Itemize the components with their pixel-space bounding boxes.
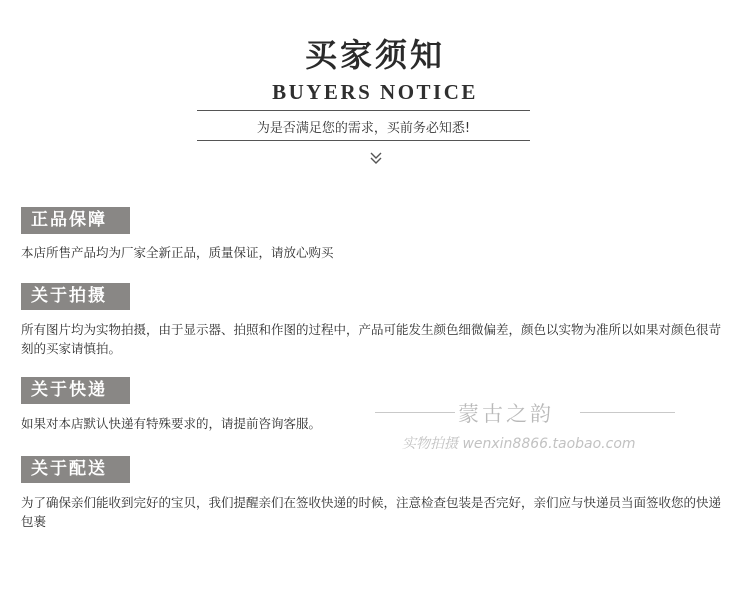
section-text-photography: 所有图片均为实物拍摄，由于显示器、拍照和作图的过程中，产品可能发生颜色细微偏差，颜色以实物为准所以如果对颜色很苛刻的买家请慎拍。 xyxy=(21,322,722,356)
page-title-en: BUYERS NOTICE xyxy=(272,80,478,104)
section-text-delivery: 为了确保亲们能收到完好的宝贝，我们提醒亲们在签收快递的时候，注意检查包装是否完好，亲们应与快递员当面签收您的快递包裹 xyxy=(21,495,722,529)
section-badge-express: 关于快递 xyxy=(21,377,130,404)
chevron-double-down-icon xyxy=(367,150,385,168)
divider-top xyxy=(197,110,530,111)
section-badge-authentic: 正品保障 xyxy=(21,207,130,234)
page-title-cn: 买家须知 xyxy=(304,36,445,74)
section-text-authentic: 本店所售产品均为厂家全新正品，质量保证，请放心购买 xyxy=(21,245,334,260)
watermark-line-right xyxy=(580,412,675,413)
watermark-subtitle: 实物拍摄 wenxin8866.taobao.com xyxy=(402,436,636,452)
divider-bottom xyxy=(197,140,530,141)
section-badge-delivery: 关于配送 xyxy=(21,456,130,483)
section-text-express: 如果对本店默认快递有特殊要求的，请提前咨询客服。 xyxy=(21,416,322,431)
page-subtitle: 为是否满足您的需求，买前务必知悉! xyxy=(256,121,471,136)
watermark-line-left xyxy=(375,412,455,413)
section-badge-photography: 关于拍摄 xyxy=(21,283,130,310)
watermark-title: 蒙古之韵 xyxy=(458,402,554,426)
